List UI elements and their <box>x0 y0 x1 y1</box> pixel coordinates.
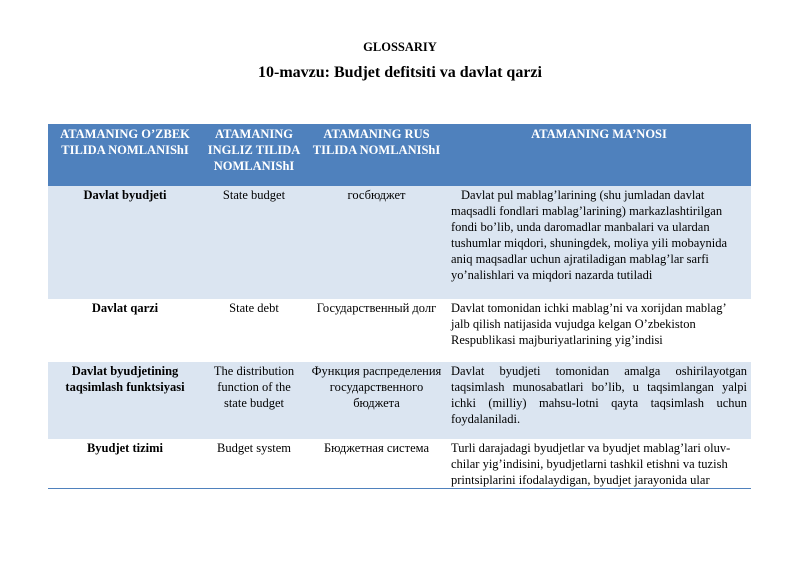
term-russian: Бюджетная система <box>306 439 447 489</box>
table-row <box>48 362 751 439</box>
term-uzbek: Davlat qarzi <box>91 301 159 315</box>
table-row <box>48 299 751 362</box>
term-english: Budget system <box>202 439 306 489</box>
header-russian-term: ATAMANING RUS TILIDA NOMLANIShΙ <box>306 125 447 187</box>
term-meaning <box>447 186 751 299</box>
table-row <box>48 439 751 489</box>
term-meaning: Turli darajadagi byudjetlar va byudjet mablag’lari oluv-chilar yig’indisini, byudjetlarni tashkil etishni va tuzish printsiplarini ifodalaydigan, byudjet jarayonida ular <box>447 439 751 489</box>
term-english: State budget <box>202 186 306 299</box>
glossary-title: GLOSSARIY <box>363 40 437 54</box>
table-header-row <box>48 125 751 187</box>
header-english-term: ATAMANING INGLIZ TILIDA NOMLANIShΙ <box>202 125 306 187</box>
header-meaning: ATAMANING MA’NOSI <box>447 125 751 187</box>
term-meaning: Davlat tomonidan ichki mablag’ni va xorijdan mablag’ jalb qilish natijasida vujudga kelgan O’zbekiston Respublikasi majburiyatlarining yig’indisi <box>451 301 726 347</box>
term-russian: Функция распределения государственного бюджета <box>306 362 447 439</box>
term-uzbek: Byudjet tizimi <box>48 439 202 489</box>
term-russian: Государственный долг <box>316 301 437 315</box>
term-uzbek: Davlat byudjetining taqsimlash funktsiyasi <box>48 362 202 439</box>
term-english: The distribution function of the state budget <box>202 362 306 439</box>
term-russian: госбюджет <box>306 186 447 299</box>
header-uzbek-term: ATAMANING O’ZBEK TILIDA NOMLANIShΙ <box>48 125 202 187</box>
topic-subtitle: 10-mavzu: Budjet defitsiti va davlat qarzi <box>258 64 542 81</box>
meaning-text: Davlat pul mablag’larining (shu jumladan davlat maqsadli fondlari mablag’larining) markazlashtirilgan fondi bo’lib, unda daromadlar manbalari va ulardan tushumlar miqdori, shuningdek, moliya yili mobaynida aniq maqsadlar uchun ajratiladigan mablag’lar sarfi yo’nalishlari va miqdori nazarda tutiladi <box>451 188 728 282</box>
term-meaning: Davlat byudjeti tomonidan amalga oshirilayotgan taqsimlash munosabatlari bo’lib, u taqsimlangan yalpi ichki (milliy) mahsu-lotni qayta taqsimlash uchun foydalaniladi. <box>447 362 751 439</box>
term-english: State debt <box>229 301 279 315</box>
table-row <box>48 186 751 299</box>
term-uzbek: Davlat byudjeti <box>48 186 202 299</box>
glossary-table <box>48 124 751 489</box>
